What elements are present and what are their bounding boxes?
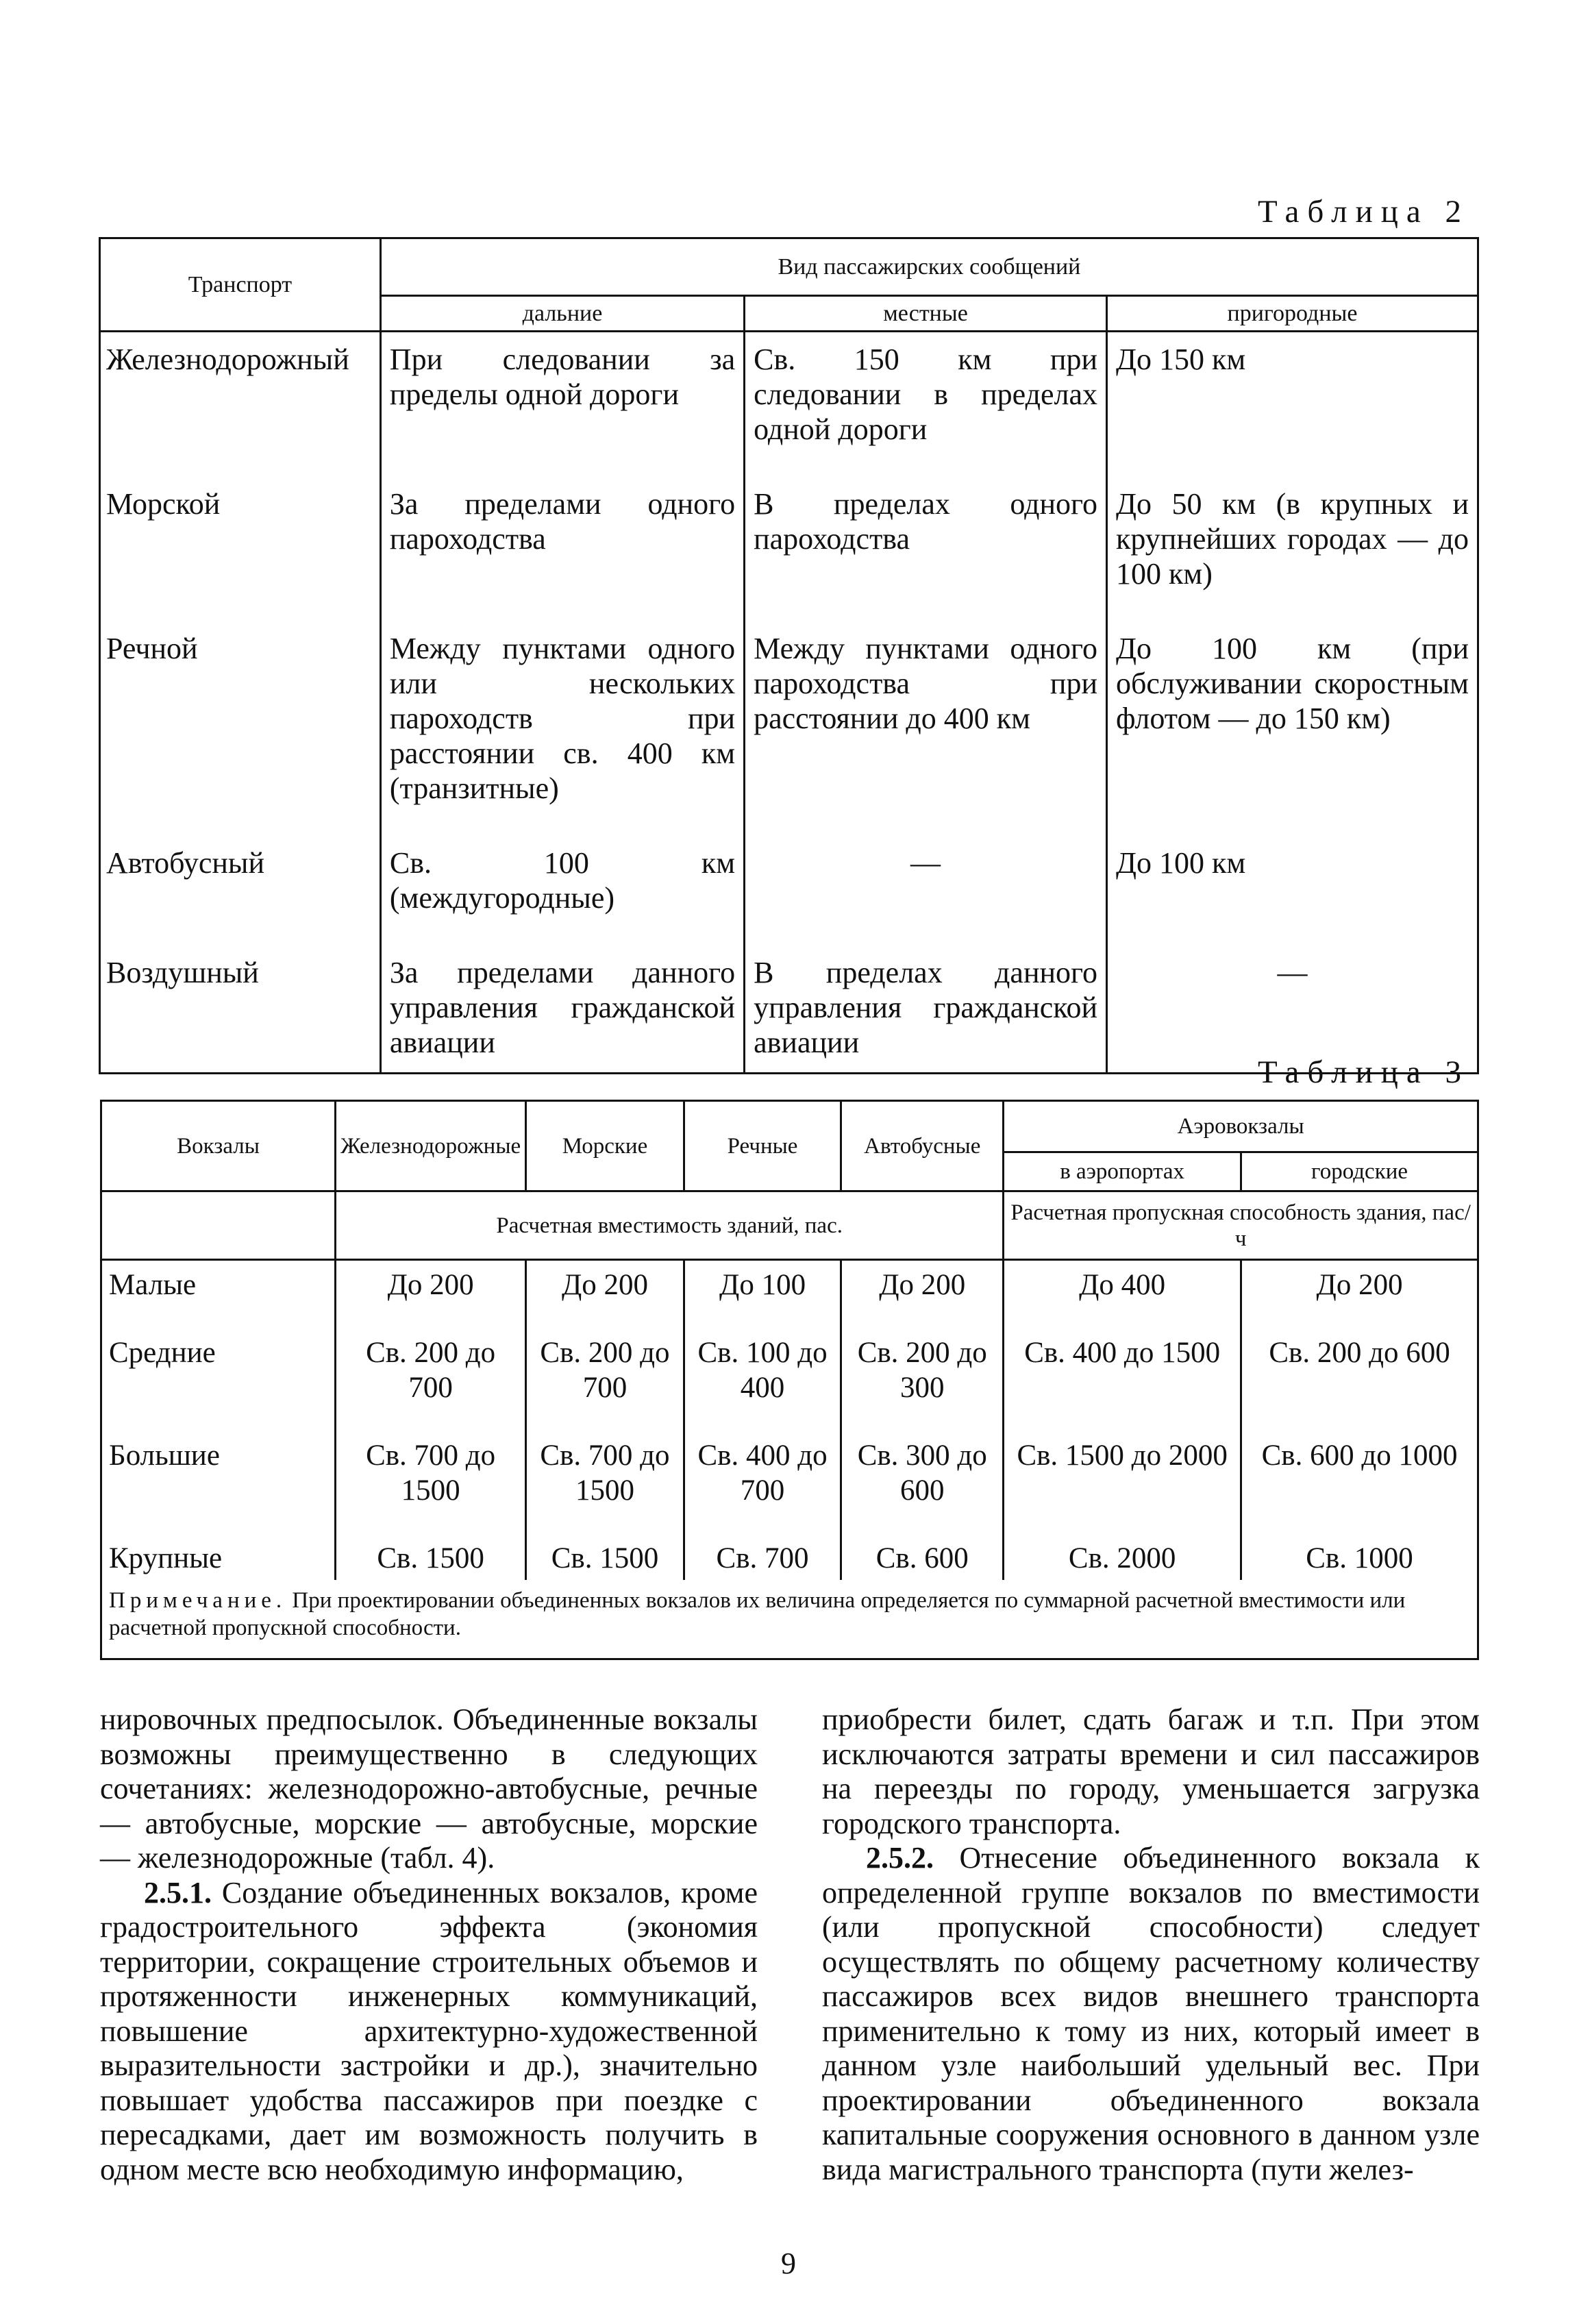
cell-far: При следовании за пределы одной дороги [380, 332, 744, 478]
header-suburban: пригородные [1107, 296, 1478, 332]
cell-local: В пределах одного пароходства [745, 477, 1107, 621]
page-number: 9 [781, 2247, 796, 2280]
table3-caption: Таблица 3 [1258, 1054, 1470, 1090]
cell-rail: Св. 700 до 1500 [336, 1431, 526, 1534]
header-air-terminals: Аэровокзалы [1004, 1101, 1478, 1152]
cell-city: Св. 600 до 1000 [1241, 1431, 1478, 1534]
header-capacity: Расчетная вместимость зданий, пас. [336, 1191, 1004, 1260]
header-transport: Транспорт [100, 238, 381, 332]
cell-airport: Св. 400 до 1500 [1004, 1328, 1241, 1431]
cell-rail: До 200 [336, 1260, 526, 1329]
table2-caption: Таблица 2 [1258, 194, 1470, 230]
cell-sea: Св. 200 до 700 [526, 1328, 684, 1431]
cell-rail: Св. 200 до 700 [336, 1328, 526, 1431]
header-local: местные [745, 296, 1107, 332]
cell-suburban: — [1107, 945, 1478, 1074]
cell-suburban: До 150 км [1107, 332, 1478, 478]
cell-far: Между пунктами одного или нескольких пароходств при расстоянии св. 400 км (транзитные) [380, 621, 744, 836]
header-passenger-service: Вид пассажирских сообщений [380, 238, 1478, 296]
cell-city: Св. 1000 [1241, 1534, 1478, 1580]
header-airport: в аэропортах [1004, 1152, 1241, 1191]
cell-local: В пределах данного управления гражданской авиации [745, 945, 1107, 1074]
cell-local: Св. 150 км при следовании в пределах одной дороги [745, 332, 1107, 478]
note-label: Примечание. [109, 1588, 287, 1613]
cell-sea: Св. 700 до 1500 [526, 1431, 684, 1534]
row-name: Большие [101, 1431, 336, 1534]
cell-river: До 100 [684, 1260, 841, 1329]
row-name: Железнодорожный [100, 332, 381, 478]
cell-bus: Св. 200 до 300 [841, 1328, 1004, 1431]
header-stations-cont [101, 1191, 336, 1260]
cell-airport: До 400 [1004, 1260, 1241, 1329]
table-2 [99, 237, 1479, 1074]
cell-bus: Св. 300 до 600 [841, 1431, 1004, 1534]
cell-river: Св. 700 [684, 1534, 841, 1580]
header-bus: Автобусные [841, 1101, 1004, 1191]
text-column-right [822, 1703, 1480, 2187]
cell-far: За пределами одного пароходства [380, 477, 744, 621]
cell-far: За пределами данного управления гражданской авиации [380, 945, 744, 1074]
note-text: При проектировании объединенных вокзалов их величина определяется по суммарной расчетной вместимости или расчетной пропускной способности. [109, 1588, 1406, 1640]
header-stations: Вокзалы [101, 1101, 336, 1191]
row-name: Воздушный [100, 945, 381, 1074]
table3-note [101, 1580, 1478, 1659]
paragraph-text: Создание объединенных вокзалов, кроме градостроительного эффекта (экономия территории, сокращение строительных объемов и протяженности инженерных коммуникаций, повышение архитектурно-художественной выразительности застройки и др.), значительно повышает удобства пассажиров при поездке с пересадками, дает им возможность получить в одном месте всю необходимую информацию, [100, 1875, 758, 2186]
paragraph-text: Отнесение объединенного вокзала к определенной группе вокзалов по вместимости (или пропускной способности) следует осуществлять по общему расчетному количеству пассажиров всех видов внешнего транспорта применительно к тому из них, который имеет в данном узле наибольший удельный вес. При проектировании объединенного вокзала капитальные сооружения основного в данном узле вида магистрального транспорта (пути желез- [822, 1841, 1480, 2186]
paragraph: нировочных предпосылок. Объединенные вокзалы возможны преимущественно в следующих сочетаниях: железнодорожно-автобусные, речные — автобусные, морские — автобусные, морские — железнодорожные (табл. 4). [100, 1703, 758, 1875]
header-river: Речные [684, 1101, 841, 1191]
row-name: Автобусный [100, 836, 381, 945]
cell-river: Св. 100 до 400 [684, 1328, 841, 1431]
row-name: Морской [100, 477, 381, 621]
cell-far: Св. 100 км (междугородные) [380, 836, 744, 945]
header-far: дальние [380, 296, 744, 332]
header-city: городские [1241, 1152, 1478, 1191]
paragraph: приобрести билет, сдать багаж и т.п. При этом исключаются затраты времени и сил пассажиров на переезды по городу, уменьшается загрузка городского транспорта. [822, 1703, 1480, 1840]
table-3 [100, 1100, 1479, 1660]
section-number: 2.5.2. [866, 1841, 934, 1875]
row-name: Крупные [101, 1534, 336, 1580]
cell-rail: Св. 1500 [336, 1534, 526, 1580]
row-name: Речной [100, 621, 381, 836]
header-rail: Железнодорожные [336, 1101, 526, 1191]
row-name: Средние [101, 1328, 336, 1431]
cell-local: Между пунктами одного пароходства при расстоянии до 400 км [745, 621, 1107, 836]
row-name: Малые [101, 1260, 336, 1329]
cell-airport: Св. 1500 до 2000 [1004, 1431, 1241, 1534]
section-number: 2.5.1. [144, 1875, 212, 1909]
cell-river: Св. 400 до 700 [684, 1431, 841, 1534]
text-column-left [100, 1703, 758, 2187]
cell-city: До 200 [1241, 1260, 1478, 1329]
cell-suburban: До 100 км (при обслуживании скоростным флотом — до 150 км) [1107, 621, 1478, 836]
header-throughput: Расчетная пропускная способность здания, пас/ч [1004, 1191, 1478, 1260]
cell-suburban: До 50 км (в крупных и крупнейших городах — до 100 км) [1107, 477, 1478, 621]
cell-sea: До 200 [526, 1260, 684, 1329]
cell-bus: До 200 [841, 1260, 1004, 1329]
cell-airport: Св. 2000 [1004, 1534, 1241, 1580]
cell-suburban: До 100 км [1107, 836, 1478, 945]
paragraph [100, 1876, 758, 2188]
cell-bus: Св. 600 [841, 1534, 1004, 1580]
cell-sea: Св. 1500 [526, 1534, 684, 1580]
cell-city: Св. 200 до 600 [1241, 1328, 1478, 1431]
cell-local: — [745, 836, 1107, 945]
header-sea: Морские [526, 1101, 684, 1191]
paragraph [822, 1841, 1480, 2187]
